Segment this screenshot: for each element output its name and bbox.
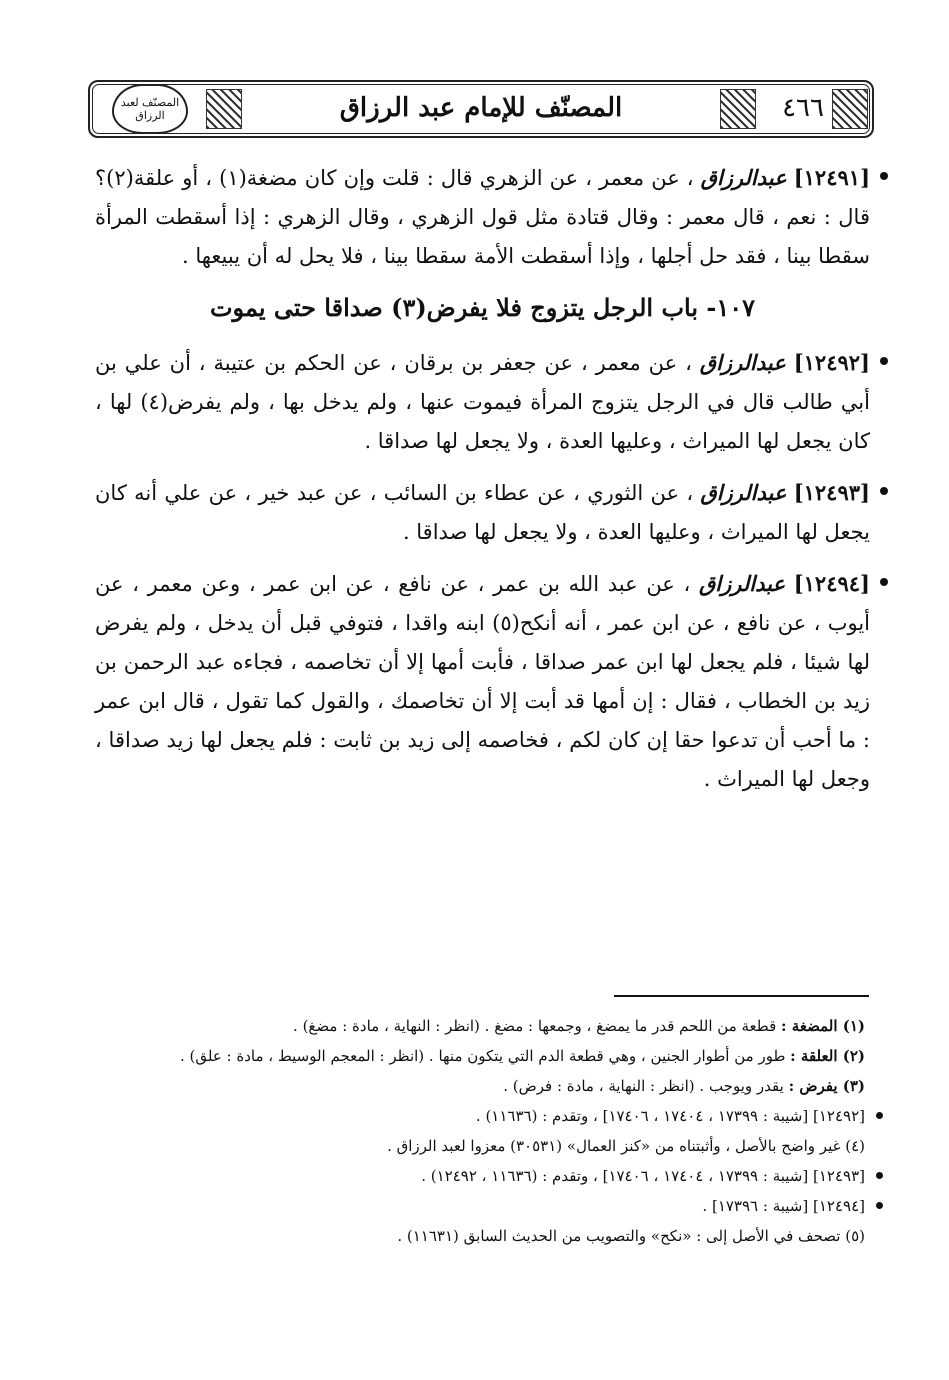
running-title: المصنّف للإمام عبد الرزاق bbox=[339, 93, 623, 123]
hadith-text: ، عن معمر ، عن جعفر بن برقان ، عن الحكم بن عتيبة ، أن علي بن أبي طالب قال في الرجل يتزوج المرأة فيموت عنها ، ولم يدخل بها ، ولم يفرض(٤) لها ، كان يجعل لها الميراث ، وعليها العدة ، ولا يجعل لها صداقا . bbox=[95, 351, 870, 453]
page-number: ٤٦٦ bbox=[782, 93, 824, 123]
footnote-text: [١٢٤٩٤] [شيبة : ١٧٣٩٦] . bbox=[702, 1197, 865, 1215]
footnote bbox=[120, 1132, 865, 1160]
footnote-text: [١٢٤٩٢] [شيبة : ١٧٣٩٩ ، ١٧٤٠٤ ، ١٧٤٠٦] ، وتقدم : (١١٦٣٦) . bbox=[475, 1107, 865, 1125]
book-emblem-icon bbox=[112, 84, 188, 134]
footnote-text: يقدر ويوجب . (انظر : النهاية ، مادة : فرض) . bbox=[503, 1077, 784, 1095]
chapter-heading: ١٠٧- باب الرجل يتزوج فلا يفرض(٣) صداقا حتى يموت bbox=[209, 293, 756, 322]
main-text bbox=[95, 158, 870, 811]
footnote bbox=[120, 1042, 865, 1070]
footnote bbox=[120, 1012, 865, 1040]
bullet-icon bbox=[876, 1112, 883, 1119]
hadith-narrator: عبدالرزاق bbox=[699, 571, 785, 596]
hadith-entry bbox=[95, 473, 870, 552]
hadith-text: ، عن معمر ، عن الزهري قال : قلت وإن كان مضغة(١) ، أو علقة(٢)؟ قال : نعم ، قال معمر : وقال قتادة مثل قول الزهري ، وقال الزهري : إذا أسقطت المرأة سقطا بينا ، فقد حل أجلها ، وإذا أسقطت الأمة سقطا بينا ، فلا يحل له أن يبيعها . bbox=[95, 166, 870, 268]
footnote-text: (٤) غير واضح بالأصل ، وأثبتناه من «كنز العمال» (٣٠٥٣١) معزوا لعبد الرزاق . bbox=[387, 1137, 865, 1155]
footnote-source bbox=[120, 1192, 865, 1220]
hadith-narrator: عبدالرزاق bbox=[700, 480, 787, 505]
footnote bbox=[120, 1222, 865, 1250]
footnote-label: (٣) يفرض : bbox=[788, 1077, 865, 1095]
footnote-source bbox=[120, 1102, 865, 1130]
footnote-divider bbox=[614, 995, 869, 997]
hadith-entry bbox=[95, 343, 870, 461]
page-header bbox=[88, 80, 874, 138]
ornament-icon bbox=[720, 89, 756, 129]
hadith-text: ، عن عبد الله بن عمر ، عن نافع ، عن ابن عمر ، وعن معمر ، عن أيوب ، عن نافع ، عن ابن عمر ، أنه أنكح(٥) ابنه واقدا ، فتوفي قبل أن يدخل ، ولم يفرض لها شيئا ، فلم يجعل لها ابن عمر صداقا ، فأبت أمها إلا أن تخاصمه ، فجاءه عبد الرحمن بن زيد بن الخطاب ، فقال : إن أمها قد أبت إلا أن تخاصمك ، والقول كما تقول ، قال ابن عمر : ما أحب أن تدعوا حقا إن كان لكم ، فخاصمه إلى زيد بن ثابت : فلم يجعل لها زيد صداقا ، وجعل لها الميراث . bbox=[95, 572, 870, 791]
bullet-icon bbox=[880, 172, 888, 180]
hadith-number: [١٢٤٩١] bbox=[793, 165, 870, 190]
hadith-text: ، عن الثوري ، عن عطاء بن السائب ، عن عبد خير ، عن علي أنه كان يجعل لها الميراث ، وعليها العدة ، ولا يجعل لها صداقا . bbox=[95, 481, 870, 544]
hadith-narrator: عبدالرزاق bbox=[699, 350, 786, 375]
bullet-icon bbox=[880, 357, 888, 365]
emblem-text: المصنّف لعبد الرزاق bbox=[120, 96, 180, 122]
bullet-icon bbox=[880, 578, 888, 586]
hadith-entry bbox=[95, 158, 870, 276]
hadith-narrator: عبدالرزاق bbox=[700, 165, 787, 190]
bullet-icon bbox=[880, 487, 888, 495]
ornament-icon bbox=[832, 89, 868, 129]
hadith-number: [١٢٤٩٢] bbox=[793, 350, 870, 375]
footnote bbox=[120, 1072, 865, 1100]
ornament-icon bbox=[206, 89, 242, 129]
footnote-text: قطعة من اللحم قدر ما يمضغ ، وجمعها : مضغ . (انظر : النهاية ، مادة : مضغ) . bbox=[293, 1017, 777, 1035]
bullet-icon bbox=[876, 1172, 883, 1179]
bullet-icon bbox=[876, 1202, 883, 1209]
hadith-number: [١٢٤٩٣] bbox=[793, 480, 870, 505]
footnote-text: (٥) تصحف في الأصل إلى : «نكح» والتصويب من الحديث السابق (١١٦٣١) . bbox=[397, 1227, 865, 1245]
footnote-text: [١٢٤٩٣] [شيبة : ١٧٣٩٩ ، ١٧٤٠٤ ، ١٧٤٠٦] ، وتقدم : (١١٦٣٦ ، ١٢٤٩٢) . bbox=[421, 1167, 865, 1185]
footnote-source bbox=[120, 1162, 865, 1190]
footnotes bbox=[120, 1010, 865, 1252]
hadith-entry bbox=[95, 564, 870, 799]
hadith-number: [١٢٤٩٤] bbox=[793, 571, 870, 596]
footnote-label: (٢) العلقة : bbox=[790, 1047, 865, 1065]
footnote-text: طور من أطوار الجنين ، وهي قطعة الدم التي يتكون منها . (انظر : المعجم الوسيط ، مادة : علق) . bbox=[179, 1047, 786, 1065]
footnote-label: (١) المضغة : bbox=[781, 1017, 865, 1035]
